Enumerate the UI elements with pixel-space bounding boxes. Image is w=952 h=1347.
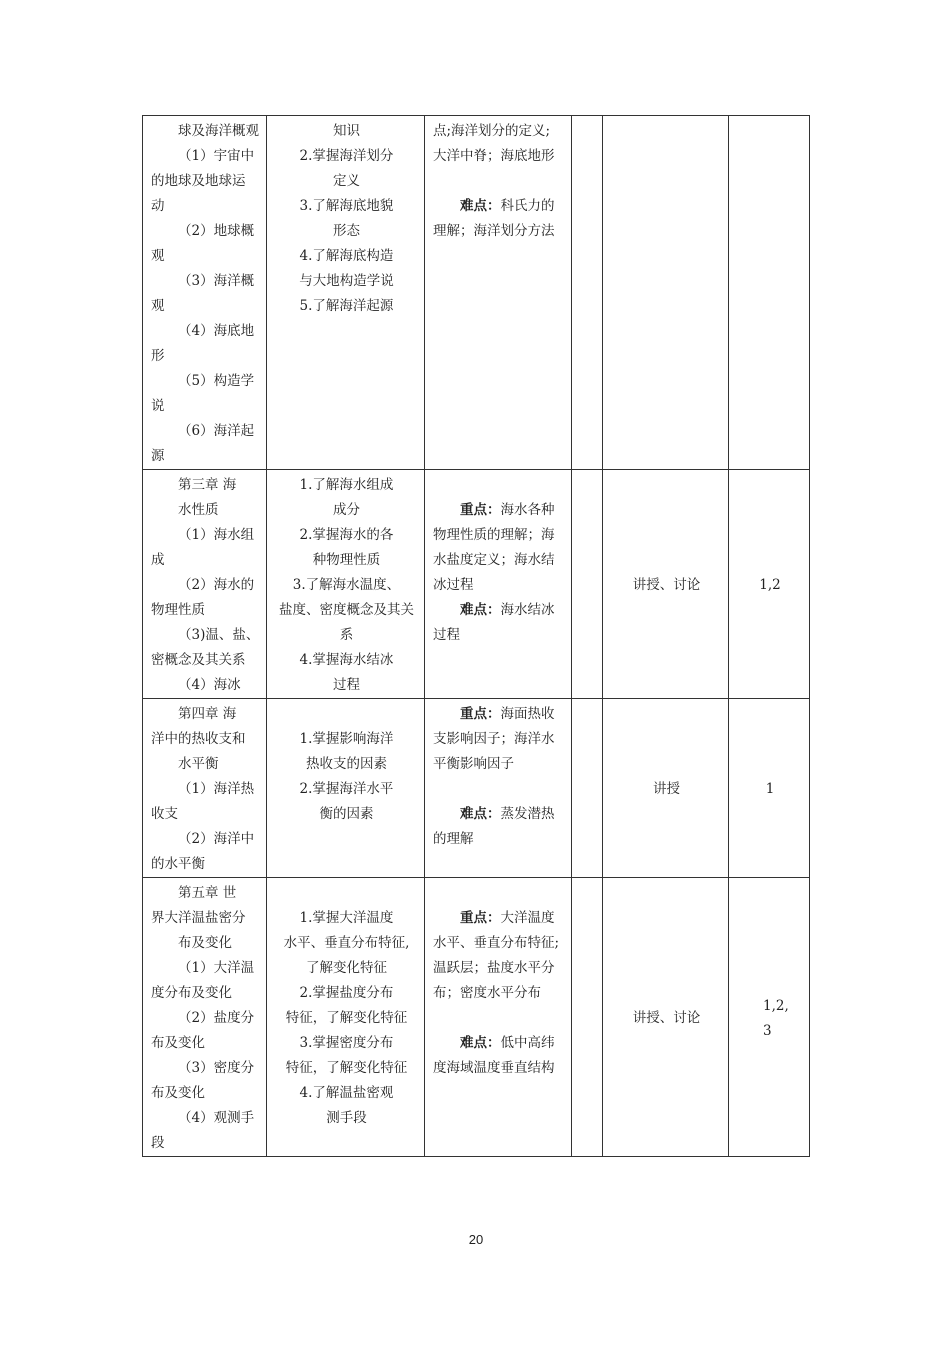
objectives-cell bbox=[729, 116, 810, 470]
difficulty-label: 难点： bbox=[460, 1035, 501, 1051]
content-cell: 第四章 海 洋中的热收支和 水平衡 （1）海洋热 收支 （2）海洋中 的水平衡 bbox=[143, 699, 267, 878]
content-cell: 第五章 世 界大洋温盐密分 布及变化 （1）大洋温 度分布及变化 （2）盐度分 布及变化 （3）密度分 布及变化 （4）观测手 段 bbox=[143, 878, 267, 1157]
difficulty-label: 难点： bbox=[460, 198, 501, 214]
method-cell: 讲授、讨论 bbox=[603, 878, 729, 1157]
table-row bbox=[143, 878, 810, 1157]
syllabus-table bbox=[142, 115, 810, 1157]
empty-cell bbox=[572, 878, 603, 1157]
keypoints-cell: 点;海洋划分的定义; 大洋中脊；海底地形 难点：科氏力的 理解；海洋划分方法 bbox=[425, 116, 572, 470]
objectives-cell: 1,2, 3 bbox=[729, 878, 810, 1157]
objectives-cell: 1 bbox=[729, 699, 810, 878]
keypoints-cell: 重点：大洋温度 水平、垂直分布特征; 温跃层；盐度水平分 布；密度水平分布 难点：低中高纬 度海域温度垂直结构 bbox=[425, 878, 572, 1157]
content-cell: 第三章 海 水性质 （1）海水组 成 （2）海水的 物理性质 （3)温、盐、 密概念及其关系 （4）海冰 bbox=[143, 470, 267, 699]
table-row bbox=[143, 699, 810, 878]
page-number: 20 bbox=[468, 1232, 484, 1247]
requirements-cell: 知识 2.掌握海洋划分 定义 3.了解海底地貌 形态 4.了解海底构造 与大地构造学说 5.了解海洋起源 bbox=[267, 116, 425, 470]
difficulty-label: 难点： bbox=[460, 806, 501, 822]
difficulty-label: 难点： bbox=[460, 602, 501, 618]
empty-cell bbox=[572, 116, 603, 470]
focus-label: 重点： bbox=[460, 502, 501, 518]
requirements-cell: 1.掌握大洋温度 水平、垂直分布特征, 了解变化特征 2.掌握盐度分布 特征，了解变化特征 3.掌握密度分布 特征，了解变化特征 4.了解温盐密观 测手段 bbox=[267, 878, 425, 1157]
focus-label: 重点： bbox=[460, 910, 501, 926]
objectives-cell: 1,2 bbox=[729, 470, 810, 699]
method-cell: 讲授、讨论 bbox=[603, 470, 729, 699]
empty-cell bbox=[572, 470, 603, 699]
focus-label: 重点： bbox=[460, 706, 501, 722]
content-cell: 球及海洋概观 （1）宇宙中 的地球及地球运 动 （2）地球概 观 （3）海洋概 观 （4）海底地 形 （5）构造学 说 （6）海洋起 源 bbox=[143, 116, 267, 470]
table-row bbox=[143, 470, 810, 699]
table-row bbox=[143, 116, 810, 470]
keypoints-cell: 重点：海水各种 物理性质的理解；海 水盐度定义；海水结 冰过程 难点：海水结冰 过程 bbox=[425, 470, 572, 699]
requirements-cell: 1.了解海水组成 成分 2.掌握海水的各 种物理性质 3.了解海水温度、 盐度、密度概念及其关 系 4.掌握海水结冰 过程 bbox=[267, 470, 425, 699]
method-cell bbox=[603, 116, 729, 470]
requirements-cell: 1.掌握影响海洋 热收支的因素 2.掌握海洋水平 衡的因素 bbox=[267, 699, 425, 878]
empty-cell bbox=[572, 699, 603, 878]
keypoints-cell: 重点：海面热收 支影响因子；海洋水 平衡影响因子 难点：蒸发潜热 的理解 bbox=[425, 699, 572, 878]
method-cell: 讲授 bbox=[603, 699, 729, 878]
